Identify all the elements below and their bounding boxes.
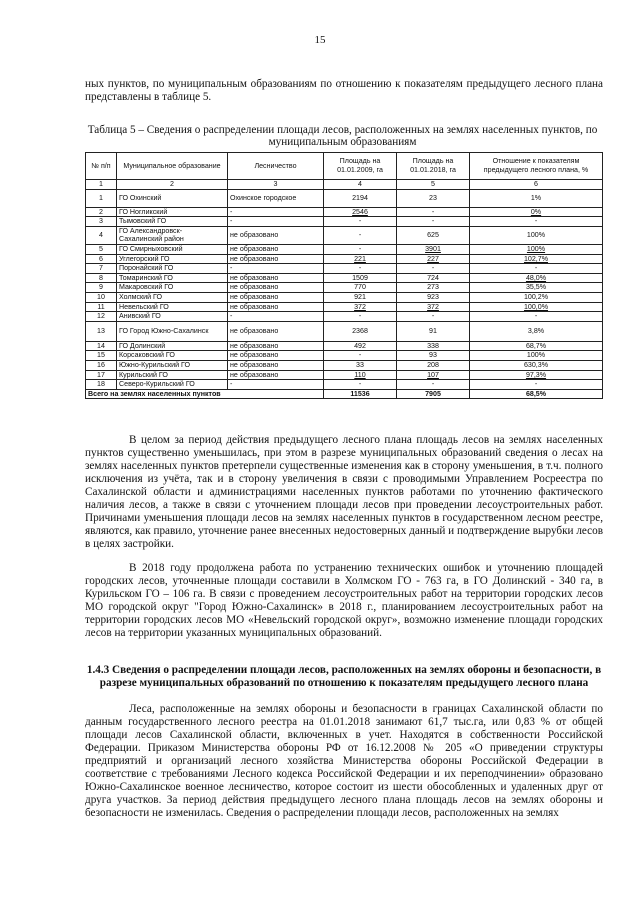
area-2018: - bbox=[397, 207, 470, 217]
area-2009: 770 bbox=[324, 283, 397, 293]
row-number: 11 bbox=[86, 302, 117, 312]
table-row bbox=[86, 217, 603, 227]
table-row bbox=[86, 283, 603, 293]
area-2009: 492 bbox=[324, 341, 397, 351]
municipality: Тымовский ГО bbox=[117, 217, 228, 227]
forestry: не образовано bbox=[228, 254, 324, 264]
ratio: 0% bbox=[470, 207, 603, 217]
forestry: не образовано bbox=[228, 283, 324, 293]
forestry: не образовано bbox=[228, 273, 324, 283]
row-number: 6 bbox=[86, 254, 117, 264]
row-number: 18 bbox=[86, 380, 117, 390]
ratio: - bbox=[470, 264, 603, 274]
area-2018: 107 bbox=[397, 370, 470, 380]
column-number: 5 bbox=[397, 180, 470, 190]
municipality: Северо-Курильский ГО bbox=[117, 380, 228, 390]
ratio: 48,0% bbox=[470, 273, 603, 283]
column-number: 1 bbox=[86, 180, 117, 190]
table-row bbox=[86, 380, 603, 390]
area-2018: 338 bbox=[397, 341, 470, 351]
ratio: 100,2% bbox=[470, 292, 603, 302]
column-number: 6 bbox=[470, 180, 603, 190]
area-2009: - bbox=[324, 380, 397, 390]
row-number: 9 bbox=[86, 283, 117, 293]
area-2009: 110 bbox=[324, 370, 397, 380]
area-2018: 93 bbox=[397, 351, 470, 361]
row-number: 2 bbox=[86, 207, 117, 217]
column-number: 4 bbox=[324, 180, 397, 190]
forestry: не образовано bbox=[228, 321, 324, 341]
forestry: не образовано bbox=[228, 351, 324, 361]
municipality: ГО Долинский bbox=[117, 341, 228, 351]
row-number: 3 bbox=[86, 217, 117, 227]
forestry: - bbox=[228, 264, 324, 274]
page-number: 15 bbox=[314, 34, 326, 46]
header-cell: Площадь на 01.01.2018, га bbox=[397, 153, 470, 180]
area-2018: 923 bbox=[397, 292, 470, 302]
area-2009: - bbox=[324, 244, 397, 254]
row-number: 16 bbox=[86, 360, 117, 370]
municipality: Курильский ГО bbox=[117, 370, 228, 380]
ratio: 100% bbox=[470, 351, 603, 361]
municipality: Углегорский ГО bbox=[117, 254, 228, 264]
row-number: 17 bbox=[86, 370, 117, 380]
table-row bbox=[86, 273, 603, 283]
total-area-2009: 11536 bbox=[324, 389, 397, 399]
forestry: - bbox=[228, 312, 324, 322]
table-row bbox=[86, 321, 603, 341]
forestry: не образовано bbox=[228, 302, 324, 312]
table-header-row bbox=[86, 153, 603, 180]
paragraph-2: В 2018 году продолжена работа по устранению технических ошибок и уточнению площадей городских лесов, уточненные площади составили в Холмском ГО - 763 га, в ГО Долинский - 340 га, в Курильском ГО – 106 га. В связи с проведением лесоустроительных работ на территории городских лесов МО городской округ "Город Южно-Сахалинск» в 2018 г., планированием лесоустроительных работ на территории городских лесов МО «Невельский городской округ», возможно изменение площади городских лесов на территории указанных муниципальных образований. bbox=[85, 562, 603, 639]
area-2018: 273 bbox=[397, 283, 470, 293]
forestry: не образовано bbox=[228, 244, 324, 254]
area-2018: 3901 bbox=[397, 244, 470, 254]
area-2009: 2194 bbox=[324, 189, 397, 207]
municipality: Макаровский ГО bbox=[117, 283, 228, 293]
section-heading: 1.4.3 Сведения о распределении площади лесов, расположенных на землях обороны и безопасности, в разрезе муниципальных образований по отношению к показателям предыдущего лесного плана bbox=[86, 664, 602, 689]
table-row bbox=[86, 312, 603, 322]
table-row bbox=[86, 189, 603, 207]
ratio: 630,3% bbox=[470, 360, 603, 370]
area-2009: - bbox=[324, 217, 397, 227]
intro-paragraph: ных пунктов, по муниципальным образованиям по отношению к показателям предыдущего лесного плана представлены в таблице 5. bbox=[85, 78, 603, 103]
ratio: 3,8% bbox=[470, 321, 603, 341]
table-row bbox=[86, 264, 603, 274]
paragraph-1: В целом за период действия предыдущего лесного плана площадь лесов на землях населенных пунктов существенно уменьшилась, при этом в разрезе муниципальных образований сведения о лесах на землях населенных пунктов претерпели существенные изменения как в сторону уменьшения, в т.ч. полного исключения из учёта, так и в сторону увеличения в связи с проводимыми Управлением Росреестра по Сахалинской области и администрациями населенных пунктов работами по уточнению фактического наличия лесов, а также в связи с уточнением площади лесов при проведении лесоустроительных работ. Причинами уменьшения площади лесов на землях населенных пунктов в государственном лесном реестре, являются, как правило, уточнение ранее внесенных недостоверных данный и подтверждение вырубки лесов в целях застройки. bbox=[85, 434, 603, 550]
table-row bbox=[86, 254, 603, 264]
header-cell: Отношение к показателям предыдущего лесного плана, % bbox=[470, 153, 603, 180]
ratio: 102,7% bbox=[470, 254, 603, 264]
area-2009: - bbox=[324, 264, 397, 274]
municipality: Холмский ГО bbox=[117, 292, 228, 302]
table-row bbox=[86, 302, 603, 312]
municipality: Корсаковский ГО bbox=[117, 351, 228, 361]
area-2018: - bbox=[397, 217, 470, 227]
municipality: ГО Александровск-Сахалинский район bbox=[117, 226, 228, 244]
area-2009: 372 bbox=[324, 302, 397, 312]
area-2009: 2368 bbox=[324, 321, 397, 341]
table-row bbox=[86, 360, 603, 370]
column-number-row bbox=[86, 180, 603, 190]
area-2009: 1509 bbox=[324, 273, 397, 283]
header-cell: Площадь на 01.01.2009, га bbox=[324, 153, 397, 180]
area-2018: 227 bbox=[397, 254, 470, 264]
area-2009: 33 bbox=[324, 360, 397, 370]
area-2018: 625 bbox=[397, 226, 470, 244]
table-row bbox=[86, 207, 603, 217]
ratio: 100% bbox=[470, 226, 603, 244]
ratio: - bbox=[470, 217, 603, 227]
forestry: - bbox=[228, 207, 324, 217]
area-2018: 208 bbox=[397, 360, 470, 370]
forestry: - bbox=[228, 217, 324, 227]
area-2018: 372 bbox=[397, 302, 470, 312]
ratio: 35,5% bbox=[470, 283, 603, 293]
row-number: 15 bbox=[86, 351, 117, 361]
area-2009: - bbox=[324, 312, 397, 322]
ratio: 100% bbox=[470, 244, 603, 254]
table-row bbox=[86, 292, 603, 302]
row-number: 13 bbox=[86, 321, 117, 341]
header-cell: № п/п bbox=[86, 153, 117, 180]
forestry: не образовано bbox=[228, 360, 324, 370]
municipality: ГО Город Южно-Сахалинск bbox=[117, 321, 228, 341]
total-area-2018: 7905 bbox=[397, 389, 470, 399]
row-number: 12 bbox=[86, 312, 117, 322]
total-row bbox=[86, 389, 603, 399]
total-ratio: 68,5% bbox=[470, 389, 603, 399]
table-row bbox=[86, 244, 603, 254]
forestry: не образовано bbox=[228, 370, 324, 380]
header-cell: Муниципальное образование bbox=[117, 153, 228, 180]
table-row bbox=[86, 351, 603, 361]
row-number: 5 bbox=[86, 244, 117, 254]
column-number: 3 bbox=[228, 180, 324, 190]
forestry: Охинское городское bbox=[228, 189, 324, 207]
municipality: ГО Ногликский bbox=[117, 207, 228, 217]
ratio: - bbox=[470, 380, 603, 390]
row-number: 14 bbox=[86, 341, 117, 351]
data-table bbox=[85, 152, 603, 399]
forestry: не образовано bbox=[228, 292, 324, 302]
header-cell: Лесничество bbox=[228, 153, 324, 180]
table-row bbox=[86, 226, 603, 244]
table-row bbox=[86, 370, 603, 380]
area-2018: - bbox=[397, 380, 470, 390]
ratio: 100,0% bbox=[470, 302, 603, 312]
ratio: 1% bbox=[470, 189, 603, 207]
row-number: 1 bbox=[86, 189, 117, 207]
area-2018: 91 bbox=[397, 321, 470, 341]
municipality: Невельский ГО bbox=[117, 302, 228, 312]
area-2018: 23 bbox=[397, 189, 470, 207]
area-2018: - bbox=[397, 312, 470, 322]
municipality: Южно-Курильский ГО bbox=[117, 360, 228, 370]
total-label: Всего на землях населенных пунктов bbox=[86, 389, 324, 399]
table-row bbox=[86, 341, 603, 351]
column-number: 2 bbox=[117, 180, 228, 190]
forestry: не образовано bbox=[228, 341, 324, 351]
paragraph-3: Леса, расположенные на землях обороны и безопасности в границах Сахалинской области по данным государственного лесного реестра на 01.01.2018 занимают 61,7 тыс.га, или 0,83 % от общей площади лесов Сахалинской области, включенных в учет. Находятся в собственности Российской Федерации. Приказом Министерства обороны РФ от 16.12.2008 № 205 «О приведении структуры предприятий и организаций лесного хозяйства Министерства обороны Российской Федерации в соответствие с требованиями Лесного кодекса Российской Федерации и их переподчинении» образовано Южно-Сахалинское военное лесничество, которое состоит из шести обособленных и удаленных друг от друга участков. За период действия предыдущего лесного плана площадь лесов на землях обороны и безопасности не изменилась. Сведения о распределении площади лесов, расположенных на землях bbox=[85, 703, 603, 819]
area-2018: 724 bbox=[397, 273, 470, 283]
municipality: ГО Смирныховский bbox=[117, 244, 228, 254]
area-2009: 921 bbox=[324, 292, 397, 302]
forestry: не образовано bbox=[228, 226, 324, 244]
forestry: - bbox=[228, 380, 324, 390]
ratio: - bbox=[470, 312, 603, 322]
ratio: 97,3% bbox=[470, 370, 603, 380]
area-2009: 2546 bbox=[324, 207, 397, 217]
table-caption: Таблица 5 – Сведения о распределении площади лесов, расположенных на землях населенных пунктов, по муниципальным образованиям bbox=[87, 124, 598, 148]
area-2009: - bbox=[324, 351, 397, 361]
row-number: 8 bbox=[86, 273, 117, 283]
ratio: 68,7% bbox=[470, 341, 603, 351]
area-2018: - bbox=[397, 264, 470, 274]
municipality: Анивский ГО bbox=[117, 312, 228, 322]
row-number: 7 bbox=[86, 264, 117, 274]
area-2009: 221 bbox=[324, 254, 397, 264]
row-number: 4 bbox=[86, 226, 117, 244]
municipality: Томаринский ГО bbox=[117, 273, 228, 283]
municipality: Поронайский ГО bbox=[117, 264, 228, 274]
area-2009: - bbox=[324, 226, 397, 244]
municipality: ГО Охинский bbox=[117, 189, 228, 207]
row-number: 10 bbox=[86, 292, 117, 302]
